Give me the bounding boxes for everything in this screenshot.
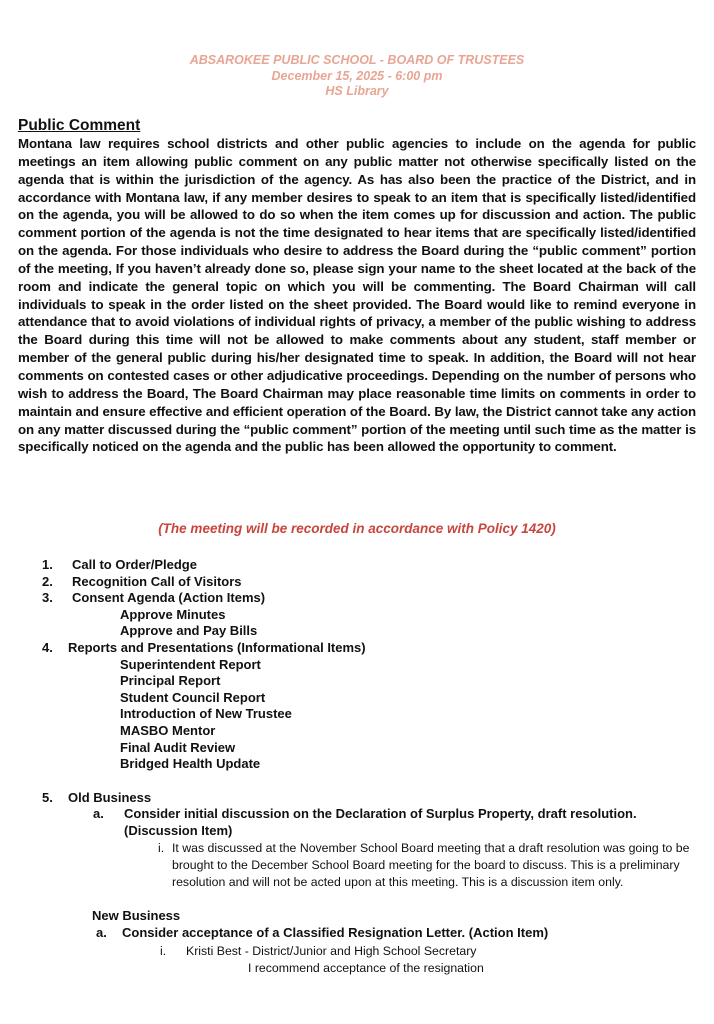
consent-subitem-label: Approve Minutes	[120, 606, 226, 622]
document-header	[0, 53, 714, 100]
agenda-item-label: Old Business	[68, 789, 152, 805]
agenda-list	[0, 557, 714, 977]
old-business-note-text: It was discussed at the November School Board meeting that a draft resolution was going to be brought to the December School Board meeting for the board to discuss. This is a preliminary resolution and will not be acted upon at this meeting. This is a discussion item only.	[172, 841, 690, 890]
public-comment-heading: Public Comment	[18, 117, 141, 134]
new-business-heading	[0, 908, 714, 925]
report-subitem	[0, 690, 714, 707]
resignation-recommendation: I recommend acceptance of the resignation	[248, 961, 484, 976]
report-subitem	[0, 756, 714, 773]
resignation-name: Kristi Best - District/Junior and High School Secretary	[186, 944, 477, 959]
agenda-item	[0, 640, 714, 657]
report-subitem	[0, 723, 714, 740]
agenda-item-number: 2.	[42, 573, 53, 589]
report-subitem-label: MASBO Mentor	[120, 722, 216, 738]
agenda-item	[0, 557, 714, 574]
report-subitem-label: Bridged Health Update	[120, 756, 261, 772]
new-business-label: New Business	[92, 908, 181, 924]
old-business-marker: a.	[93, 806, 104, 822]
report-subitem	[0, 657, 714, 674]
agenda-item-number: 5.	[42, 789, 53, 805]
agenda-item-number: 4.	[42, 639, 53, 655]
old-business-note	[0, 840, 714, 908]
school-board-title: ABSAROKEE PUBLIC SCHOOL - BOARD OF TRUSTEES	[189, 53, 525, 67]
report-subitem-label: Introduction of New Trustee	[120, 706, 292, 722]
new-business-marker: a.	[96, 925, 107, 941]
public-comment-paragraph: Montana law requires school districts and other public agencies to include on the agenda for public meetings an item allowing public comment on any public matter not otherwise specifically listed on the agenda that is within the jurisdiction of the agency. As has also been the practice of the District, and in accordance with Montana law, if any member desires to speak to an item that is specifically listed/identified on the agenda, you will be allowed to do so when the item comes up for discussion and action. The public comment portion of the agenda is not the time designated to hear items that are specifically listed/identified on the agenda. For those individuals who desire to address the Board during the “public comment” portion of the meeting, If you haven’t already done so, please sign your name to the sheet located at the back of the room and indicate the general topic on which you will be commenting. The Board Chairman will call individuals to speak in the order listed on the sheet provided. The Board would like to remind everyone in attendance that to avoid violations of individual rights of privacy, a member of the public wishing to address the Board during this time will not be allowed to make comments about any student, staff member or member of the general public during his/her designated time to speak. In addition, the Board will not hear comments on contested cases or other adjudicative proceedings. Depending on the number of persons who wish to address the Board, The Board Chairman may place reasonable time limits on comments in order to maintain and ensure effective and efficient operation of the Board. By law, the District cannot take any action on any matter discussed during the “public comment” portion of the meeting until such time as the matter is specifically noticed on the agenda and the public has been allowed the opportunity to comment.	[18, 136, 696, 455]
consent-subitem-label: Approve and Pay Bills	[120, 623, 258, 639]
consent-subitem	[0, 623, 714, 640]
report-subitem-label: Superintendent Report	[120, 656, 261, 672]
agenda-item-label: Recognition Call of Visitors	[72, 573, 242, 589]
old-business-item	[0, 806, 714, 840]
report-subitem	[0, 740, 714, 757]
meeting-date: December 15, 2025 - 6:00 pm	[271, 68, 443, 83]
report-subitem-label: Principal Report	[120, 673, 221, 689]
agenda-item	[0, 790, 714, 807]
report-subitem-label: Final Audit Review	[120, 739, 236, 755]
agenda-item	[0, 590, 714, 607]
resignation-marker: i.	[160, 944, 167, 959]
report-subitem	[0, 706, 714, 723]
agenda-item-label: Consent Agenda (Action Items)	[72, 590, 266, 606]
report-subitem	[0, 673, 714, 690]
report-subitem-label: Student Council Report	[120, 689, 266, 705]
new-business-title: Consider acceptance of a Classified Resignation Letter. (Action Item)	[122, 925, 549, 941]
old-business-note-marker: i.	[158, 841, 165, 856]
agenda-item	[0, 574, 714, 591]
new-business-item	[0, 925, 714, 943]
consent-subitem	[0, 607, 714, 624]
spacer	[0, 773, 714, 790]
agenda-item-number: 3.	[42, 590, 53, 606]
resignation-detail	[0, 943, 714, 977]
meeting-location: HS Library	[325, 84, 389, 98]
old-business-title: Consider initial discussion on the Declaration of Surplus Property, draft resolution. (Discussion Item)	[124, 806, 637, 838]
agenda-item-number: 1.	[42, 557, 53, 572]
recording-notice: (The meeting will be recorded in accordance with Policy 1420)	[158, 521, 556, 536]
agenda-item-label: Call to Order/Pledge	[72, 557, 197, 572]
agenda-item-label: Reports and Presentations (Informational Items)	[68, 639, 366, 655]
